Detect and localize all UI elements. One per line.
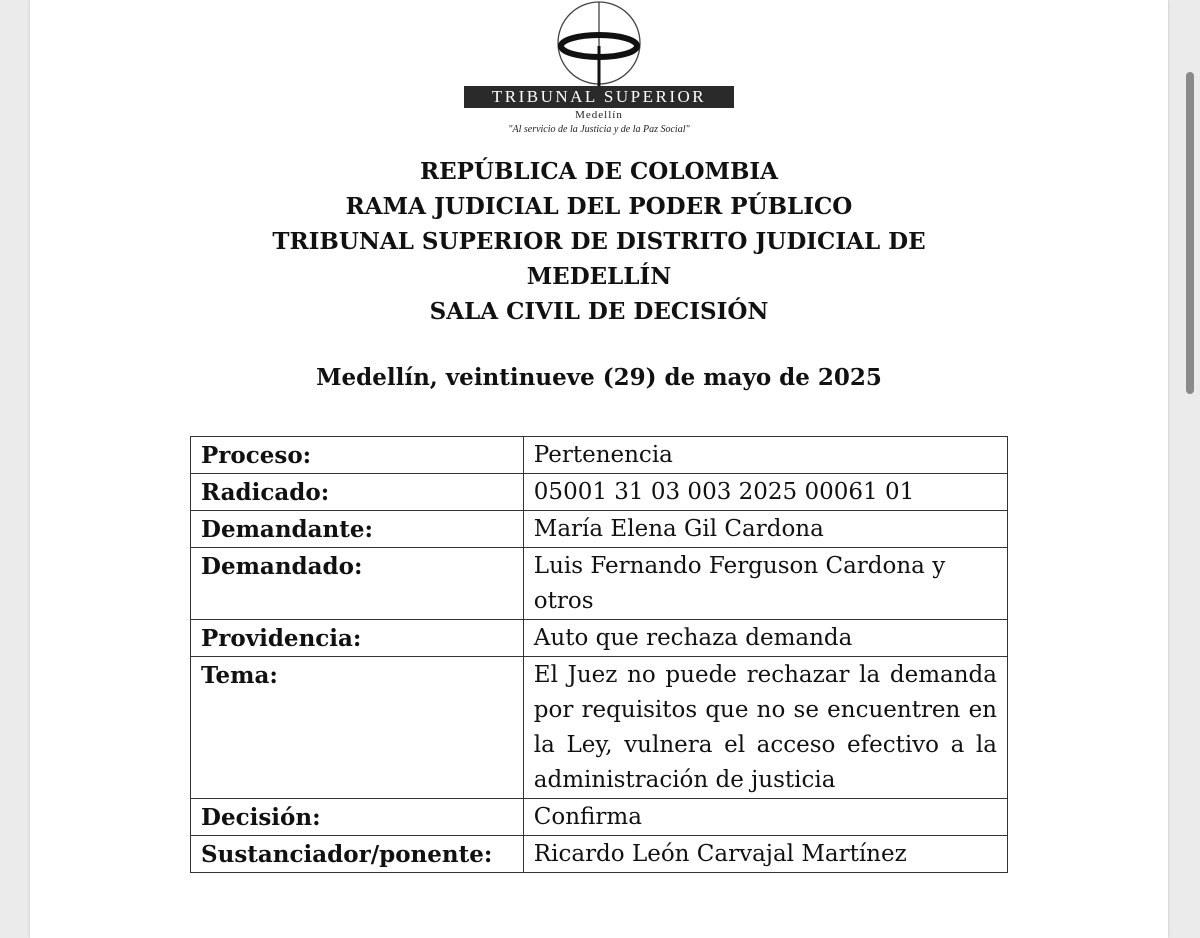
- row-value: María Elena Gil Cardona: [523, 511, 1007, 548]
- row-value: Pertenencia: [523, 437, 1007, 474]
- logo-city: Medellín: [575, 109, 623, 121]
- row-value: Ricardo León Carvajal Martínez: [523, 836, 1007, 873]
- document-date: Medellín, veintinueve (29) de mayo de 2025: [316, 364, 882, 391]
- table-row: [191, 437, 1008, 474]
- row-value: 05001 31 03 003 2025 00061 01: [523, 474, 1007, 511]
- row-value: Luis Fernando Ferguson Cardona y otros: [523, 548, 1007, 620]
- row-value: Confirma: [523, 799, 1007, 836]
- scales-emblem-icon: [464, 0, 734, 90]
- table-row: [191, 620, 1008, 657]
- row-label: Radicado:: [191, 474, 524, 511]
- row-label: Demandante:: [191, 511, 524, 548]
- heading-line-city: MEDELLÍN: [526, 263, 672, 290]
- case-info-table: [190, 436, 1008, 873]
- document-page: [30, 0, 1168, 938]
- heading-line-court: TRIBUNAL SUPERIOR DE DISTRITO JUDICIAL DE: [272, 228, 926, 255]
- tribunal-logo: [464, 0, 734, 142]
- row-value: El Juez no puede rechazar la demanda por requisitos que no se encuentren en la Ley, vulnera el acceso efectivo a la administración de justicia: [523, 657, 1007, 799]
- row-label: Providencia:: [191, 620, 524, 657]
- logo-banner: TRIBUNAL SUPERIOR: [464, 86, 734, 108]
- vertical-scrollbar[interactable]: [1186, 72, 1194, 394]
- row-label: Sustanciador/ponente:: [191, 836, 524, 873]
- table-row: [191, 799, 1008, 836]
- table-row: [191, 474, 1008, 511]
- row-label: Proceso:: [191, 437, 524, 474]
- row-label: Tema:: [191, 657, 524, 799]
- heading-line-chamber: SALA CIVIL DE DECISIÓN: [429, 298, 769, 325]
- logo-motto: "Al servicio de la Justicia y de la Paz Social": [508, 124, 690, 135]
- table-row: [191, 657, 1008, 799]
- heading-line-branch: RAMA JUDICIAL DEL PODER PÚBLICO: [345, 193, 853, 220]
- table-row: [191, 548, 1008, 620]
- heading-line-country: REPÚBLICA DE COLOMBIA: [419, 158, 779, 185]
- table-row: [191, 836, 1008, 873]
- row-label: Demandado:: [191, 548, 524, 620]
- document-heading: [30, 154, 1168, 329]
- row-value: Auto que rechaza demanda: [523, 620, 1007, 657]
- row-label: Decisión:: [191, 799, 524, 836]
- table-row: [191, 511, 1008, 548]
